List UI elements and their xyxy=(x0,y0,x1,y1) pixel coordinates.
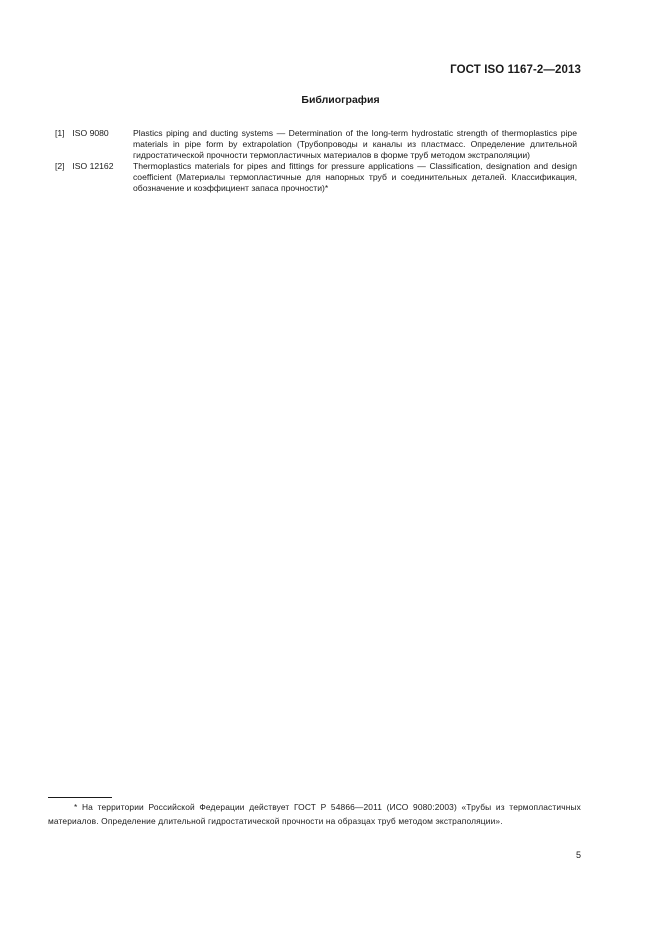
bibliography-number: [1] xyxy=(55,128,65,138)
bibliography-standard: ISO 12162 xyxy=(72,161,114,171)
page-number: 5 xyxy=(575,850,581,860)
footnote-separator xyxy=(48,797,112,798)
bibliography-entry xyxy=(55,128,577,161)
bibliography-standard: ISO 9080 xyxy=(72,128,109,138)
section-title: Библиография xyxy=(301,94,380,106)
bibliography-text: Plastics piping and ducting systems — Determination of the long-term hydrostatic strength of thermoplastics pipe materials in pipe form by extrapolation (Трубопроводы и каналы из пластмасс. Определение длительной гидростатической прочности термопластичных материалов в форме труб методом экстраполяции) xyxy=(133,128,577,160)
bibliography-text: Thermoplastics materials for pipes and fittings for pressure applications — Classification, designation and design coefficient (Материалы термопластичные для напорных труб и соединительных деталей. Классификация, обозначение и коэффициент запаса прочности)* xyxy=(133,161,577,193)
bibliography-number: [2] xyxy=(55,161,65,171)
footnote: * На территории Российской Федерации действует ГОСТ Р 54866—2011 (ИСО 9080:2003) «Трубы из термопластичных материалов. Определение длительной гидростатической прочности на образцах труб методом экстраполяции». xyxy=(48,802,581,826)
bibliography-list xyxy=(55,128,577,194)
bibliography-ref xyxy=(55,161,133,194)
document-code-header: ГОСТ ISO 1167-2—2013 xyxy=(450,64,581,76)
bibliography-entry xyxy=(55,161,577,194)
bibliography-ref xyxy=(55,128,133,161)
